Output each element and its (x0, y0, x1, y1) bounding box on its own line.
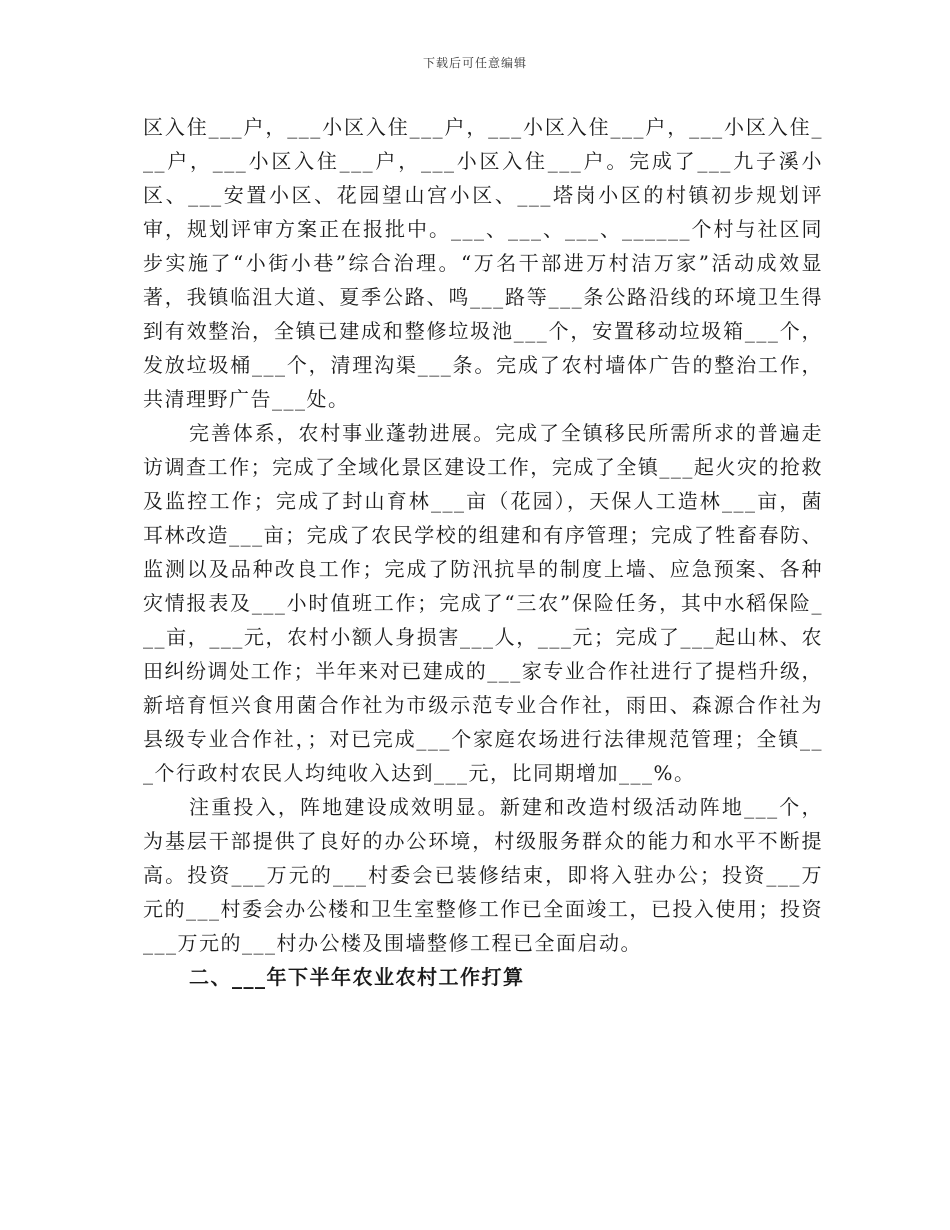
paragraph-environment: 区入住___户，___小区入住___户，___小区入住___户，___小区入住___户，___小区入住___户，___小区入住___户。完成了___九子溪小区、___安置小区、花园望山宫小区、___塔岗小区的村镇初步规划评审，规划评审方案正在报批中。___、___、___、______个村与社区同步实施了“小街小巷”综合治理。“万名干部进万村洁万家”活动成效显著，我镇临沮大道、夏季公路、鸣___路等___条公路沿线的环境卫生得到有效整治，全镇已建成和整修垃圾池___个，安置移动垃圾箱___个，发放垃圾桶___个，清理沟渠___条。完成了农村墙体广告的整治工作，共清理野广告___处。 (143, 115, 823, 411)
section-heading: 二、___年下半年农业农村工作打算 (189, 965, 525, 989)
page-header-note: 下载后可任意编辑 (422, 56, 527, 70)
paragraph-investment: 注重投入，阵地建设成效明显。新建和改造村级活动阵地___个，为基层干部提供了良好的办公环境，村级服务群众的能力和水平不断提高。投资___万元的___村委会已装修结束，即将入驻办公；投资___万元的___村委会办公楼和卫生室整修工作已全面竣工，已投入使用；投资___万元的___村办公楼及围墙整修工程已全面启动。 (143, 795, 823, 955)
document-body (143, 110, 823, 994)
paragraph-rural-affairs: 完善体系，农村事业蓬勃进展。完成了全镇移民所需所求的普遍走访调查工作；完成了全域化景区建设工作，完成了全镇___起火灾的抢救及监控工作；完成了封山育林___亩（花园），天保人工造林___亩，菌耳林改造___亩；完成了农民学校的组建和有序管理；完成了牲畜春防、监测以及品种改良工作；完成了防汛抗旱的制度上墙、应急预案、各种灾情报表及___小时值班工作；完成了“三农”保险任务，其中水稻保险___亩，___元，农村小额人身损害___人，___元；完成了___起山林、农田纠纷调处工作；半年来对已建成的___家专业合作社进行了提档升级，新培育恒兴食用菌合作社为市级示范专业合作社，雨田、森源合作社为县级专业合作社，；对已完成___个家庭农场进行法律规范管理；全镇___个行政村农民人均纯收入达到___元，比同期增加___%。 (143, 421, 823, 785)
